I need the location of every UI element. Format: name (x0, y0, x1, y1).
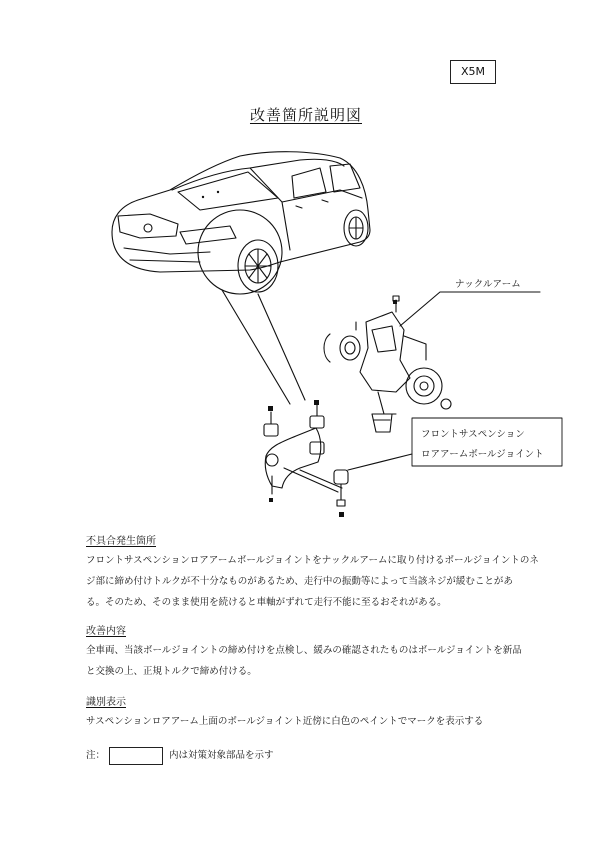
legend-box (109, 747, 163, 765)
defect-line-1: フロントサスペンションロアアームボールジョイントをナックルアームに取り付けるボールジョイントのネ (86, 555, 539, 566)
joint-leader (348, 454, 412, 470)
lower-arm-part (264, 404, 348, 506)
ball-joint-label-line2: ロアアームボールジョイント (421, 449, 544, 460)
defect-line-2: ジ部に締め付けトルクが不十分なものがあるため、走行中の振動等によって当該ネジが緩むことがあ (86, 576, 513, 587)
identification-line-1: サスペンションロアアーム上面のボールジョイント近傍に白色のペイントでマークを表示する (86, 716, 484, 727)
legend-note (86, 746, 274, 766)
knuckle-arm-label: ナックルアーム (455, 279, 521, 290)
ball-joint-label-line1: フロントサスペンション (421, 429, 525, 440)
identification-section (86, 695, 556, 732)
page-title (0, 104, 612, 125)
car-illustration (112, 152, 370, 292)
note-suffix: 内は対策対象部品を示す (169, 750, 274, 761)
remedy-line-1: 全車両、当該ボールジョイントの締め付けを点検し、緩みの確認されたものはボールジョイントを新品 (86, 645, 522, 656)
diagram-figure (0, 140, 612, 520)
identification-heading: 識別表示 (86, 697, 126, 708)
knuckle-leader (400, 292, 540, 326)
page-title-text: 改善箇所説明図 (249, 106, 362, 124)
detail-circle (198, 210, 282, 294)
defect-heading: 不具合発生箇所 (86, 536, 156, 547)
document-code: X5M (450, 60, 496, 84)
remedy-section (86, 624, 556, 682)
remedy-heading: 改善内容 (86, 626, 126, 637)
defect-line-3: る。そのため、そのまま使用を続けると車軸がずれて走行不能に至るおそれがある。 (86, 597, 447, 608)
knuckle-arm-part (324, 296, 451, 432)
remedy-line-2: と交換の上、正規トルクで締め付ける。 (86, 666, 257, 677)
defect-section (86, 534, 556, 613)
note-prefix: 注： (86, 750, 106, 761)
